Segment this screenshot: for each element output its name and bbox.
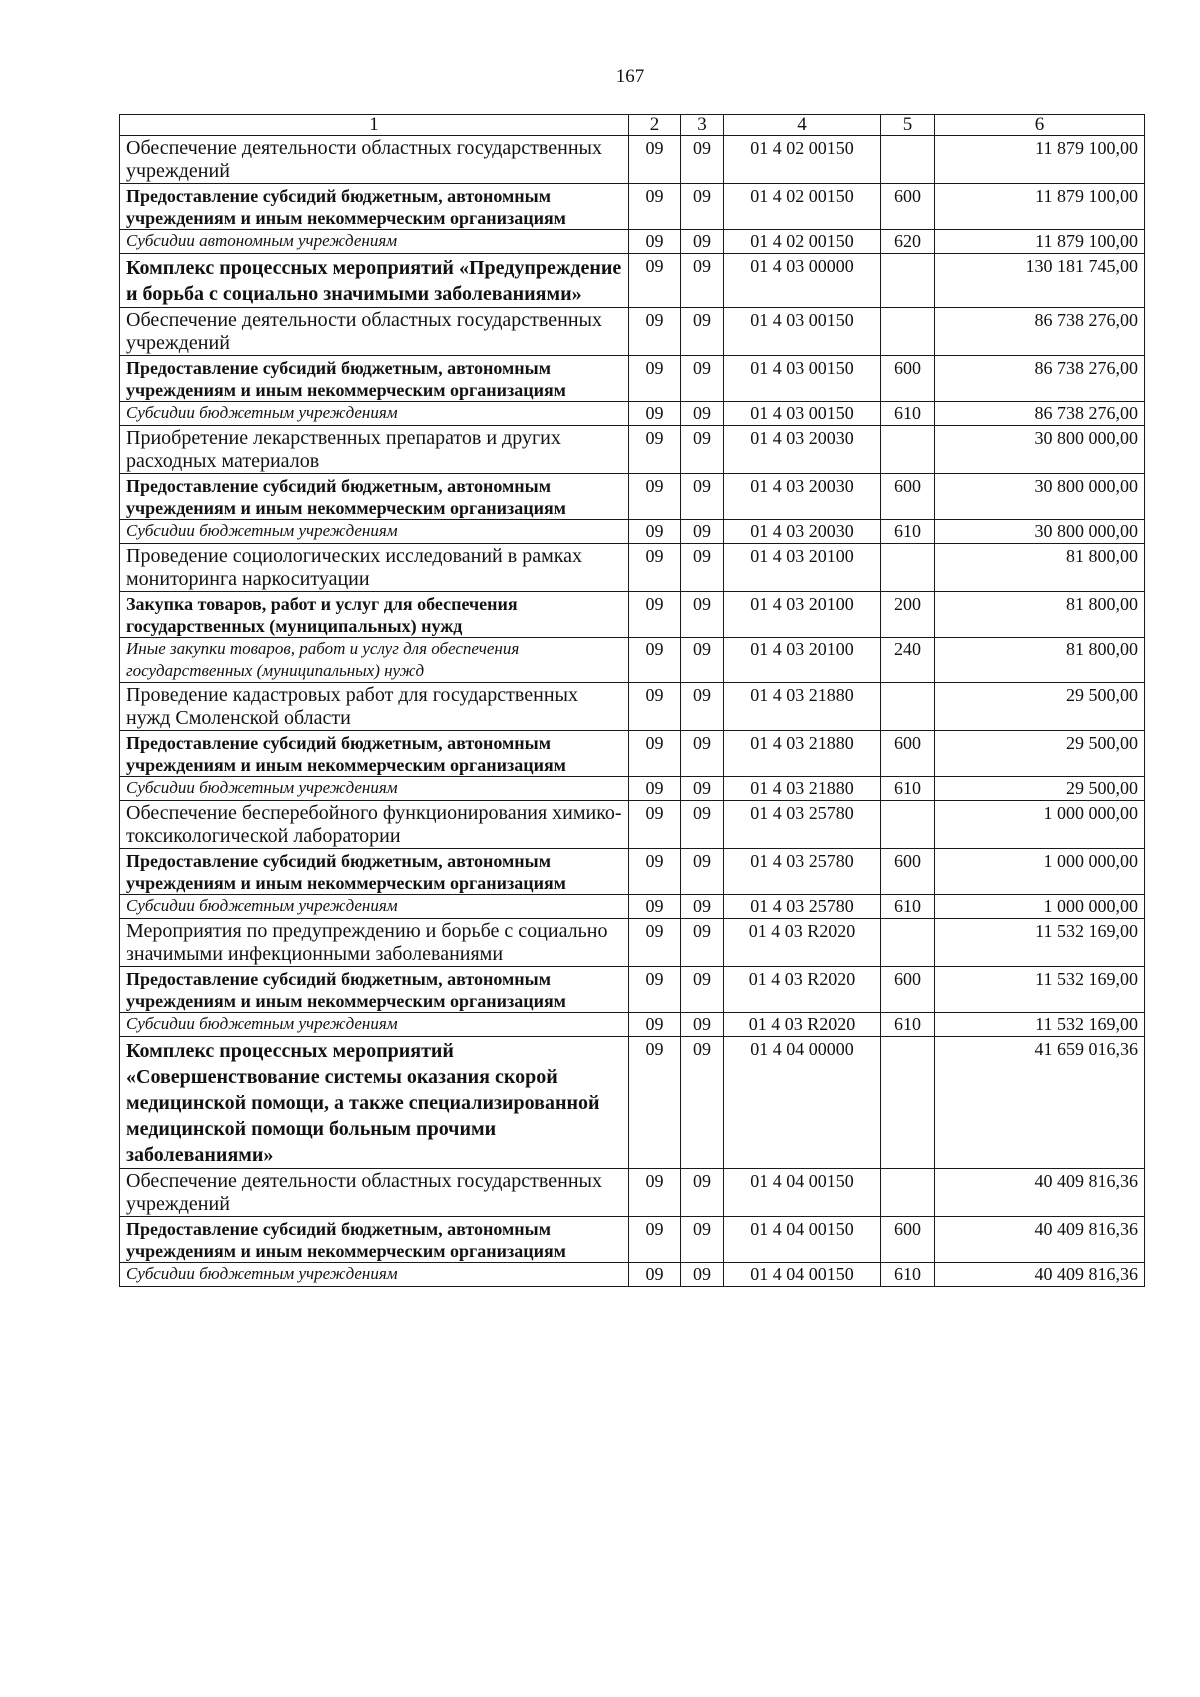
row-name-cell: Обеспечение деятельности областных государственных учреждений [120,1169,629,1217]
row-target-code-cell: 01 4 04 00150 [724,1217,881,1263]
row-expense-type-cell: 610 [881,1013,935,1037]
row-amount-cell: 86 738 276,00 [935,402,1145,426]
row-target-code-cell: 01 4 03 21880 [724,731,881,777]
row-amount-cell: 40 409 816,36 [935,1263,1145,1287]
row-subsection-cell: 09 [681,683,724,731]
column-header-4: 4 [724,115,881,136]
row-name-cell: Проведение кадастровых работ для государственных нужд Смоленской области [120,683,629,731]
table-row [120,967,1145,1013]
row-subsection-cell: 09 [681,592,724,638]
row-name-cell: Предоставление субсидий бюджетным, автономным учреждениям и иным некоммерческим организациям [120,184,629,230]
row-subsection-cell: 09 [681,1013,724,1037]
row-target-code-cell: 01 4 03 00000 [724,254,881,308]
row-expense-type-cell: 610 [881,777,935,801]
row-expense-type-cell: 600 [881,731,935,777]
row-section-cell: 09 [629,136,681,184]
row-target-code-cell: 01 4 03 20030 [724,520,881,544]
row-subsection-cell: 09 [681,184,724,230]
row-target-code-cell: 01 4 02 00150 [724,184,881,230]
budget-table [119,114,1145,1287]
row-target-code-cell: 01 4 04 00000 [724,1037,881,1169]
row-section-cell: 09 [629,1037,681,1169]
row-subsection-cell: 09 [681,801,724,849]
row-section-cell: 09 [629,638,681,683]
row-expense-type-cell [881,1037,935,1169]
table-body [120,136,1145,1287]
row-amount-cell: 81 800,00 [935,638,1145,683]
table-row [120,592,1145,638]
row-amount-cell: 1 000 000,00 [935,849,1145,895]
row-subsection-cell: 09 [681,777,724,801]
row-expense-type-cell [881,801,935,849]
row-amount-cell: 30 800 000,00 [935,520,1145,544]
row-section-cell: 09 [629,520,681,544]
row-name-cell: Мероприятия по предупреждению и борьбе с социально значимыми инфекционными заболеваниями [120,919,629,967]
row-expense-type-cell: 600 [881,849,935,895]
table-row [120,1263,1145,1287]
row-expense-type-cell: 600 [881,184,935,230]
page-number: 167 [615,66,645,87]
row-amount-cell: 11 532 169,00 [935,1013,1145,1037]
table-row [120,1037,1145,1169]
table-row [120,1013,1145,1037]
table-row [120,308,1145,356]
table-row [120,520,1145,544]
row-subsection-cell: 09 [681,308,724,356]
table-row [120,1217,1145,1263]
row-target-code-cell: 01 4 04 00150 [724,1169,881,1217]
row-amount-cell: 1 000 000,00 [935,801,1145,849]
row-target-code-cell: 01 4 03 20100 [724,592,881,638]
row-target-code-cell: 01 4 03 00150 [724,356,881,402]
row-name-cell: Комплекс процессных мероприятий «Совершенствование системы оказания скорой медицинской помощи, а также специализированной медицинской помощи больным прочими заболеваниями» [120,1037,629,1169]
row-name-cell: Комплекс процессных мероприятий «Предупреждение и борьба с социально значимыми заболеваниями» [120,254,629,308]
table-row [120,919,1145,967]
row-amount-cell: 11 532 169,00 [935,919,1145,967]
row-amount-cell: 81 800,00 [935,592,1145,638]
table-row [120,638,1145,683]
row-section-cell: 09 [629,683,681,731]
row-section-cell: 09 [629,849,681,895]
row-section-cell: 09 [629,356,681,402]
row-name-cell: Предоставление субсидий бюджетным, автономным учреждениям и иным некоммерческим организациям [120,967,629,1013]
table-row [120,544,1145,592]
row-target-code-cell: 01 4 03 20100 [724,544,881,592]
table-row [120,895,1145,919]
row-section-cell: 09 [629,777,681,801]
row-target-code-cell: 01 4 03 25780 [724,849,881,895]
row-name-cell: Приобретение лекарственных препаратов и других расходных материалов [120,426,629,474]
row-expense-type-cell [881,308,935,356]
row-subsection-cell: 09 [681,356,724,402]
table-row [120,731,1145,777]
row-name-cell: Субсидии бюджетным учреждениям [120,402,629,426]
row-section-cell: 09 [629,967,681,1013]
row-target-code-cell: 01 4 03 21880 [724,683,881,731]
row-amount-cell: 29 500,00 [935,777,1145,801]
row-subsection-cell: 09 [681,254,724,308]
row-expense-type-cell: 600 [881,356,935,402]
row-section-cell: 09 [629,1013,681,1037]
row-section-cell: 09 [629,544,681,592]
row-amount-cell: 130 181 745,00 [935,254,1145,308]
row-expense-type-cell [881,136,935,184]
row-name-cell: Предоставление субсидий бюджетным, автономным учреждениям и иным некоммерческим организациям [120,356,629,402]
row-amount-cell: 41 659 016,36 [935,1037,1145,1169]
table-row [120,136,1145,184]
row-section-cell: 09 [629,474,681,520]
row-name-cell: Предоставление субсидий бюджетным, автономным учреждениям и иным некоммерческим организациям [120,474,629,520]
table-row [120,356,1145,402]
row-name-cell: Иные закупки товаров, работ и услуг для обеспечения государственных (муниципальных) нужд [120,638,629,683]
row-subsection-cell: 09 [681,895,724,919]
row-amount-cell: 29 500,00 [935,731,1145,777]
header-row [120,115,1145,136]
row-name-cell: Субсидии бюджетным учреждениям [120,895,629,919]
row-subsection-cell: 09 [681,230,724,254]
row-section-cell: 09 [629,1217,681,1263]
row-target-code-cell: 01 4 03 25780 [724,895,881,919]
row-name-cell: Закупка товаров, работ и услуг для обеспечения государственных (муниципальных) нужд [120,592,629,638]
row-subsection-cell: 09 [681,520,724,544]
table-row [120,254,1145,308]
table-row [120,1169,1145,1217]
row-name-cell: Проведение социологических исследований в рамках мониторинга наркоситуации [120,544,629,592]
column-header-5: 5 [881,115,935,136]
row-name-cell: Обеспечение бесперебойного функционирования химико-токсикологической лаборатории [120,801,629,849]
row-target-code-cell: 01 4 03 20100 [724,638,881,683]
row-section-cell: 09 [629,1263,681,1287]
row-amount-cell: 40 409 816,36 [935,1169,1145,1217]
row-subsection-cell: 09 [681,136,724,184]
row-name-cell: Обеспечение деятельности областных государственных учреждений [120,136,629,184]
row-subsection-cell: 09 [681,426,724,474]
row-expense-type-cell: 240 [881,638,935,683]
row-expense-type-cell [881,426,935,474]
row-target-code-cell: 01 4 03 R2020 [724,919,881,967]
row-name-cell: Субсидии бюджетным учреждениям [120,1263,629,1287]
row-amount-cell: 11 532 169,00 [935,967,1145,1013]
row-target-code-cell: 01 4 04 00150 [724,1263,881,1287]
table-row [120,683,1145,731]
table-header [120,115,1145,136]
table-row [120,801,1145,849]
row-name-cell: Обеспечение деятельности областных государственных учреждений [120,308,629,356]
row-target-code-cell: 01 4 03 00150 [724,402,881,426]
row-expense-type-cell: 200 [881,592,935,638]
row-section-cell: 09 [629,1169,681,1217]
row-target-code-cell: 01 4 03 R2020 [724,967,881,1013]
row-amount-cell: 11 879 100,00 [935,136,1145,184]
table-row [120,426,1145,474]
row-name-cell: Субсидии бюджетным учреждениям [120,1013,629,1037]
row-section-cell: 09 [629,402,681,426]
row-section-cell: 09 [629,308,681,356]
row-subsection-cell: 09 [681,474,724,520]
row-amount-cell: 11 879 100,00 [935,184,1145,230]
row-expense-type-cell: 620 [881,230,935,254]
row-amount-cell: 81 800,00 [935,544,1145,592]
row-name-cell: Субсидии бюджетным учреждениям [120,520,629,544]
row-section-cell: 09 [629,592,681,638]
column-header-2: 2 [629,115,681,136]
row-amount-cell: 86 738 276,00 [935,356,1145,402]
row-subsection-cell: 09 [681,967,724,1013]
table-row [120,184,1145,230]
row-target-code-cell: 01 4 03 21880 [724,777,881,801]
row-subsection-cell: 09 [681,919,724,967]
row-expense-type-cell: 600 [881,1217,935,1263]
row-target-code-cell: 01 4 03 00150 [724,308,881,356]
row-name-cell: Предоставление субсидий бюджетным, автономным учреждениям и иным некоммерческим организациям [120,849,629,895]
row-name-cell: Субсидии бюджетным учреждениям [120,777,629,801]
row-name-cell: Предоставление субсидий бюджетным, автономным учреждениям и иным некоммерческим организациям [120,1217,629,1263]
row-section-cell: 09 [629,895,681,919]
row-section-cell: 09 [629,426,681,474]
table-row [120,777,1145,801]
column-header-1: 1 [120,115,629,136]
row-subsection-cell: 09 [681,1217,724,1263]
row-amount-cell: 30 800 000,00 [935,426,1145,474]
table-row [120,402,1145,426]
row-expense-type-cell: 610 [881,520,935,544]
row-expense-type-cell: 610 [881,1263,935,1287]
row-section-cell: 09 [629,801,681,849]
row-amount-cell: 30 800 000,00 [935,474,1145,520]
row-name-cell: Предоставление субсидий бюджетным, автономным учреждениям и иным некоммерческим организациям [120,731,629,777]
row-expense-type-cell [881,254,935,308]
row-expense-type-cell [881,544,935,592]
row-expense-type-cell: 610 [881,895,935,919]
row-amount-cell: 86 738 276,00 [935,308,1145,356]
table-row [120,230,1145,254]
row-section-cell: 09 [629,230,681,254]
row-section-cell: 09 [629,731,681,777]
row-subsection-cell: 09 [681,1169,724,1217]
table-row [120,474,1145,520]
row-expense-type-cell: 610 [881,402,935,426]
row-target-code-cell: 01 4 03 R2020 [724,1013,881,1037]
table-row [120,849,1145,895]
row-section-cell: 09 [629,254,681,308]
row-expense-type-cell [881,1169,935,1217]
row-target-code-cell: 01 4 02 00150 [724,136,881,184]
row-amount-cell: 29 500,00 [935,683,1145,731]
row-expense-type-cell: 600 [881,474,935,520]
row-subsection-cell: 09 [681,849,724,895]
row-subsection-cell: 09 [681,544,724,592]
column-header-3: 3 [681,115,724,136]
row-subsection-cell: 09 [681,1037,724,1169]
row-amount-cell: 1 000 000,00 [935,895,1145,919]
row-expense-type-cell: 600 [881,967,935,1013]
row-subsection-cell: 09 [681,1263,724,1287]
row-subsection-cell: 09 [681,402,724,426]
row-expense-type-cell [881,683,935,731]
row-amount-cell: 40 409 816,36 [935,1217,1145,1263]
row-target-code-cell: 01 4 03 20030 [724,426,881,474]
row-subsection-cell: 09 [681,638,724,683]
row-name-cell: Субсидии автономным учреждениям [120,230,629,254]
row-amount-cell: 11 879 100,00 [935,230,1145,254]
column-header-6: 6 [935,115,1145,136]
row-target-code-cell: 01 4 03 20030 [724,474,881,520]
row-section-cell: 09 [629,184,681,230]
row-section-cell: 09 [629,919,681,967]
row-target-code-cell: 01 4 03 25780 [724,801,881,849]
row-target-code-cell: 01 4 02 00150 [724,230,881,254]
row-subsection-cell: 09 [681,731,724,777]
row-expense-type-cell [881,919,935,967]
